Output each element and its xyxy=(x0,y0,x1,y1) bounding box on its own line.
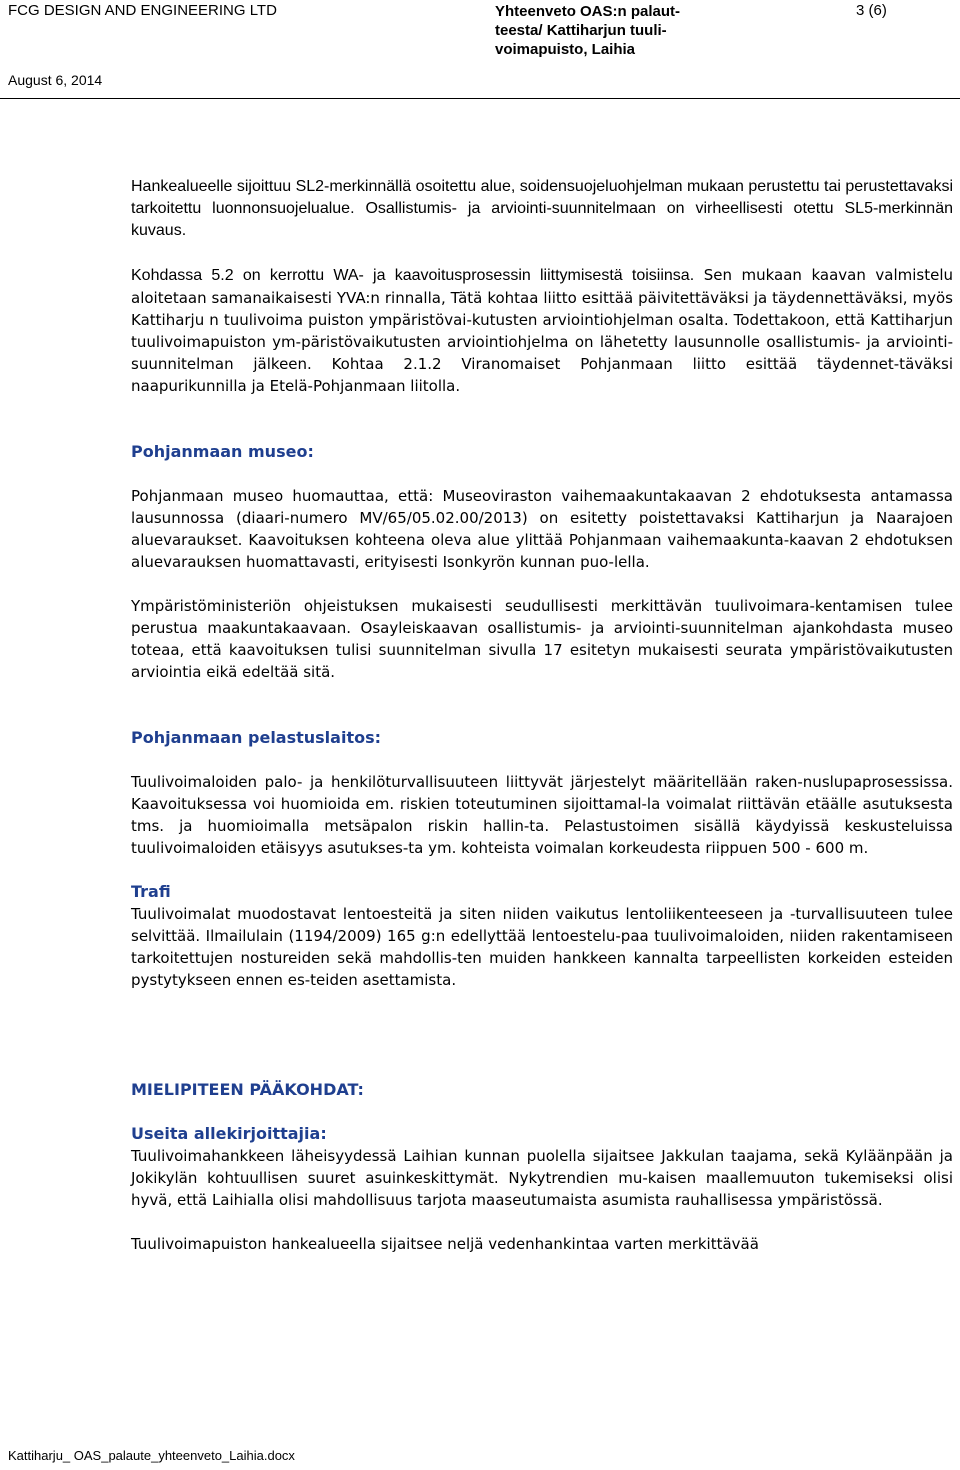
document-title: Yhteenveto OAS:n palaut-teesta/ Kattiharjun tuuli-voimapuisto, Laihia xyxy=(495,3,681,58)
header-divider xyxy=(0,98,960,99)
heading-mielipiteen-paakohdat: MIELIPITEEN PÄÄKOHDAT: xyxy=(131,1080,364,1099)
document-date: August 6, 2014 xyxy=(8,72,103,88)
paragraph-sl2: Hankealueelle sijoittuu SL2-merkinnällä osoitettu alue, soidensuojeluohjelman mukaan perustettu tai perustettavaksi tarkoitettu luonnonsuojelualue. Osallistumis- ja arviointi-suunnitelmaan on virheellisesti otettu SL5-merkinnän kuvaus. xyxy=(131,178,953,239)
paragraph-trafi: Tuulivoimalat muodostavat lentoesteitä ja siten niiden vaikutus lentoliikenteeseen ja -turvallisuuteen tulee selvittää. Ilmailulain (1194/2009) 165 g:n edellyttää lentoestelu-paa tuulivoimaloiden, niiden rakentamiseen tarkoitettujen nostureiden sekä mahdollis-ten muiden hankkeen kannalta tarpeellisten korkeiden esteiden pystytykseen ennen es-teiden asettamista. xyxy=(131,905,953,989)
paragraph-kohdassa-rest: Sen mukaan kaavan valmistelu aloitetaan samanaikaisesti YVA:n rinnalla, Tätä kohtaa liitto esittää päivitettäväksi ja täydennettäväksi, myös Kattiharju n tuulivoima puiston ympäristövai-kutusten arviointiohjelman osalta. Todettakoon, että Kattiharjun tuulivoimapuiston ym-päristövaikutusten arviointiohjelma on lähetetty lausunnolle osallistumis- ja arviointi-suunnitelman jälkeen. Kohtaa 2.1.2 Viranomaiset Pohjanmaan liitto esittää täydennet-täväksi naapurikunnilla ja Etelä-Pohjanmaan liitolla. xyxy=(131,266,954,395)
paragraph-ymparistoministerio: Ympäristöministeriön ohjeistuksen mukaisesti seudullisesti merkittävän tuulivoimara-kentamisen tulee perustua maakuntakaavaan. Osayleiskaavan osallistumis- ja arviointi-suunnitelman ajankohdasta museo toteaa, että kaavoituksen tulisi suunnitelman sivulla 17 esitetyn mukaisesti seurata ympäristövaikutusten arviointia eikä edeltää sitä. xyxy=(131,597,953,681)
paragraph-laihia: Tuulivoimahankkeen läheisyydessä Laihian kunnan puolella sijaitsee Jakkulan taajama, sekä Kyläänpään ja Jokikylän kohtuullisen suuret asuinkeskittymät. Nykytrendien mu-kaisen maallemuuton tukemiseksi olisi hyvä, että Laihialla olisi mahdollisuus tarjota maaseutumaista asumista rauhallisessa ympäristössä. xyxy=(131,1147,953,1209)
page-number: 3 (6) xyxy=(856,2,887,19)
heading-pelastuslaitos: Pohjanmaan pelastuslaitos: xyxy=(131,728,382,747)
page-header xyxy=(0,0,960,100)
paragraph-museo: Pohjanmaan museo huomauttaa, että: Museoviraston vaihemaakuntakaavan 2 ehdotuksesta antamassa lausunnossa (diaari-numero MV/65/05.02.00/2013) on esitetty poistettavaksi Kattiharjun ja Naarajoen aluevaraukset. Kaavoituksen kohteena oleva alue ylittää Pohjanmaan vaihemaakunta-kaavan 2 ehdotuksen aluevarauksen huomattavasti, erityisesti Isonkyrön kunnan puo-lella. xyxy=(131,487,953,571)
footer-filename: Kattiharju_ OAS_palaute_yhteenveto_Laihia.docx xyxy=(8,1448,295,1463)
paragraph-kohdassa-lead: Kohdassa 5.2 on kerrottu WA- ja kaavoitusprosessin liittymisestä toisiinsa. xyxy=(131,267,695,284)
heading-trafi: Trafi xyxy=(131,882,171,901)
paragraph-kohdassa xyxy=(131,264,953,397)
paragraph-vedenhankinta: Tuulivoimapuiston hankealueella sijaitsee neljä vedenhankintaa varten merkittävää xyxy=(131,1235,759,1253)
document-body xyxy=(131,176,953,1255)
company-name: FCG DESIGN AND ENGINEERING LTD xyxy=(8,2,277,19)
heading-pohjanmaan-museo: Pohjanmaan museo: xyxy=(131,442,314,461)
paragraph-pelastuslaitos: Tuulivoimaloiden palo- ja henkilöturvallisuuteen liittyvät järjestelyt määritellään raken-nuslupaprosessissa. Kaavoituksessa voi huomioida em. riskien toteutuminen sijoittamal-la voimalat riittävän etäälle asutuksesta tms. ja huomioimalla metsäpalon riskin hallin-ta. Pelastustoimen sisällä käydyissä keskusteluissa tuulivoimaloiden etäisyys asutukses-ta ym. kohteista voimalan korkeudesta riippuen 500 - 600 m. xyxy=(131,773,953,857)
heading-useita-allekirjoittajia: Useita allekirjoittajia: xyxy=(131,1124,327,1143)
